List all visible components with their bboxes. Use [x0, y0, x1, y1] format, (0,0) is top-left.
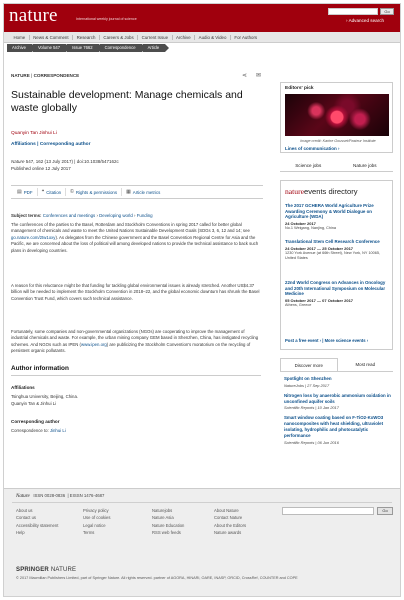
pdf-button[interactable] [13, 188, 38, 196]
advanced-search-label: Advanced search [348, 18, 385, 23]
metrics-icon: ▦ [126, 189, 131, 195]
event-title[interactable]: The 2017 GCHERA World Agriculture Prize Awarding Ceremony & World Dialogue on Agriculture (WDA) [285, 203, 374, 220]
email-icon[interactable]: ✉ [256, 73, 262, 79]
footer-column-1 [16, 507, 58, 536]
footer-divider [12, 502, 392, 503]
nav-archive[interactable]: Archive [173, 35, 196, 40]
list-item [284, 415, 392, 444]
events-logo-nature: nature [285, 187, 304, 196]
paragraph-link[interactable]: go.nature.com/2tw1oxy [11, 234, 56, 240]
footer-eissn-value: EISSN 1476-4687 [69, 493, 105, 498]
body-paragraph-3 [11, 329, 261, 355]
event-title[interactable]: Translational Stem Cell Research Conference [285, 239, 380, 244]
event-location: No.1 Weigang, Nanjing, China [285, 225, 337, 230]
rights-icon: © [70, 189, 74, 195]
main-nav [4, 32, 400, 43]
footer-issn: Nature ISSN 0028-0836 | EISSN 1476-4687 [16, 493, 105, 499]
editors-pick-link[interactable]: Lines of communication › [285, 146, 340, 151]
breadcrumb-article: Article [143, 44, 166, 52]
springer-logo-bold: SPRINGER [16, 567, 49, 573]
rights-button[interactable] [66, 188, 122, 196]
event-date: 24 October 2017 — 25 October 2017 [285, 245, 354, 251]
editors-pick [280, 82, 393, 153]
springer-nature-logo[interactable] [16, 567, 76, 573]
citation-details: 547, 162 (13 July 2017) | doi:10.1038/547162c [24, 159, 119, 164]
footer-link-contact-us[interactable]: Contact us [16, 515, 37, 521]
citation-line [11, 159, 119, 164]
list-item-meta: NatureJobs | 27 Sep 2017 [284, 382, 330, 388]
correspondence-label: Correspondence to: [11, 428, 50, 433]
events-directory-logo[interactable] [285, 187, 358, 196]
footer-link-accessibility[interactable]: Accessibility statement [16, 522, 59, 528]
list-item-meta: Scientific Reports | 06 Jun 2016 [284, 439, 339, 445]
article-toolbar [11, 185, 263, 199]
image-credit: Image credit: Karine Gousset/Pasteur Institute [300, 139, 376, 143]
footer-link-naturejobs[interactable]: Naturejobs [152, 508, 173, 513]
paragraph-text: ). As delegates from the Chinese government and the Basel Convention Regional Centre for Asia and the Pacific, we are concerned about the loss of political will among developed nations to provide the technical assistance to back such plans in developing countries. [11, 234, 259, 253]
footer-link-about-us[interactable]: About us [16, 508, 33, 513]
affiliations-link[interactable]: Affiliations [11, 142, 36, 147]
event-title[interactable]: 22nd World Congress on Advances in Oncology and 20th International Symposium on Molecular Medicine [285, 280, 386, 297]
corresponding-author-link[interactable]: Corresponding author [39, 142, 91, 147]
paragraph-text: ) are publicizing the Stockholm Convention's moratorium on the recycling of persistent organic pollutants. [11, 341, 251, 354]
event-item [285, 203, 390, 231]
pdf-label: PDF [23, 189, 33, 195]
tab-science-jobs[interactable]: Science jobs [295, 163, 322, 168]
event-location: 1230 York Avenue (at 66th Street), New York, NY 10065, United States [285, 250, 381, 260]
pdf-icon: ▤ [17, 189, 22, 195]
event-item [285, 239, 390, 261]
footer-link-nature-asia[interactable]: Nature Asia [152, 515, 174, 521]
event-date: 24 October 2017 [285, 220, 316, 226]
metrics-button[interactable] [122, 188, 164, 196]
article-title: Sustainable development: Manage chemicals and waste globally [11, 89, 243, 114]
nature-logo[interactable]: nature [9, 5, 58, 26]
subject-term[interactable]: Funding [136, 213, 153, 218]
list-item-title[interactable]: Nitrogen loss by anaerobic ammonium oxidation in unconfined aquifer soils [284, 392, 391, 404]
tab-discover-more[interactable]: Discover more [280, 358, 338, 371]
footer-search-input[interactable] [282, 507, 374, 515]
search-go-button[interactable]: Go [380, 8, 394, 15]
author-list[interactable]: Quanyin Tan Jinhui Li [11, 131, 57, 136]
page [3, 3, 401, 597]
nav-home[interactable]: Home [10, 35, 30, 40]
footer-link-about-nature[interactable]: About Nature [214, 508, 239, 513]
footer-search-go-button[interactable]: Go [377, 507, 393, 515]
citation-icon: ❝ [41, 189, 45, 195]
footer-link-help[interactable]: Help [16, 529, 25, 535]
corresponding-author-heading: Corresponding author [11, 419, 60, 424]
footer-column-3 [152, 507, 184, 536]
events-directory [280, 180, 393, 350]
nav-audio-video[interactable]: Audio & Video [195, 35, 231, 40]
footer-column-4 [214, 507, 246, 536]
footer-link-contact-nature[interactable]: Contact Nature [214, 515, 243, 521]
footer-journal: Nature [16, 494, 30, 499]
article-type-label[interactable]: CORRESPONDENCE [33, 73, 80, 78]
share-icon[interactable]: ⋖ [242, 73, 248, 79]
subject-term[interactable]: Developing world [99, 213, 133, 218]
breadcrumb-correspondence[interactable]: Correspondence [100, 44, 142, 52]
paragraph-text: Fortunately, some companies and non-governmental organizations (NGOs) are cooperating to improve the management of industrial chemicals and waste. For example, the urban mining company GEM based in Shenzhen, China, has instigated recycling schemes. And NGOs such as IPEN ( [11, 329, 259, 347]
events-footer-links[interactable]: Post a free event › | More science events › [285, 338, 369, 343]
list-item-title[interactable]: Spotlight on Shenzhen [284, 376, 332, 381]
footer-issn-value: ISSN 0028-0836 [33, 493, 66, 498]
affiliation-authors: Quanyin Tan & Jinhui Li [11, 401, 57, 406]
page-footer [4, 488, 400, 596]
event-item [285, 280, 390, 308]
footer-link-nature-awards[interactable]: Nature awards [214, 529, 242, 535]
editors-pick-title: Editors' pick [285, 86, 314, 91]
body-paragraph-2: A reason for this reluctance might be that funding for tackling global environmental issues is already stretched. Another US$4.37 billion will be needed to implement the Stockholm Convention in 2018–22, and the global economic downturn has shrunk the Basel Convention Trust Fund, which covers such technical assistance. [11, 283, 260, 301]
tab-most-read[interactable]: Most read [355, 362, 376, 367]
event-date: 05 October 2017 — 07 October 2017 [285, 297, 354, 303]
tab-nature-jobs[interactable]: Nature jobs [353, 163, 377, 168]
footer-link-about-editors[interactable]: About the Editors [214, 522, 247, 528]
footer-link-legal[interactable]: Legal notice [83, 522, 106, 528]
list-item-meta: Scientific Reports | 10 Jan 2017 [284, 405, 339, 411]
metrics-label: Article metrics [132, 189, 161, 195]
masthead [4, 4, 400, 32]
event-location: Athens, Greece [285, 302, 312, 307]
body-paragraph-1 [11, 222, 261, 254]
affiliations-heading: Affiliations [11, 385, 35, 390]
subject-terms: Subject terms: Conferences and meetings › Developing world › Funding [11, 213, 153, 218]
search-input[interactable] [328, 8, 378, 15]
author-information-heading: Author information [11, 365, 261, 376]
list-item [284, 393, 392, 411]
copyright-notice: © 2017 Macmillan Publishers Limited, part of Springer Nature. All rights reserved. partner of AGORA, HINARI, OARE, INASP, ORCID, CrossRef, COUNTER and COPE [16, 576, 298, 580]
springer-logo-light: NATURE [48, 567, 77, 573]
citation-label: Citation [46, 189, 62, 195]
nav-research[interactable]: Research [73, 35, 100, 40]
footer-link-nature-education[interactable]: Nature Education [152, 522, 185, 528]
nav-careers[interactable]: Careers & Jobs [100, 35, 138, 40]
affiliation-institution: Tsinghua University, Beijing, China. [11, 394, 79, 399]
rights-label: Rights & permissions [75, 189, 118, 195]
footer-link-terms[interactable]: Terms [83, 529, 95, 535]
footer-link-cookies[interactable]: Use of cookies [83, 515, 111, 521]
ipen-link[interactable]: www.ipen.org [80, 341, 107, 347]
editors-pick-image[interactable] [285, 94, 389, 136]
discover-list [284, 376, 392, 450]
discover-tabs [280, 358, 393, 372]
paragraph-text: The conferences of the parties to the Basel, Rotterdam and Stockholm Conventions in spring 2017 called for better global management of chemicals and waste to meet the United Nations Sustainable Development Goals (SDGs 3, 6, 12 and 14; see [11, 222, 250, 234]
events-logo-rest: events directory [303, 187, 358, 196]
jobs-tabs [280, 159, 393, 172]
breadcrumb-archive[interactable]: Archive [7, 44, 32, 52]
footer-column-2 [83, 507, 110, 536]
list-item-title[interactable]: Smart window coating based on F-TiO2-KxWO3 nanocomposites with heat shielding, ultraviolet isolating, hydrophilic and photocatalytic performance [284, 415, 384, 438]
citation-button[interactable] [38, 188, 67, 196]
published-date: Published online 12 July 2017 [11, 166, 71, 171]
subject-term[interactable]: Conferences and meetings [42, 213, 96, 218]
footer-link-privacy[interactable]: Privacy policy [83, 508, 109, 513]
breadcrumb-volume[interactable]: Volume 547 [33, 44, 66, 52]
nav-current-issue[interactable]: Current Issue [138, 35, 172, 40]
author-links: Affiliations | Corresponding author [11, 142, 91, 147]
article-type: NATURE | CORRESPONDENCE [11, 73, 80, 78]
correspondence-author-link[interactable]: Jinhui Li [49, 428, 66, 433]
advanced-search-link[interactable]: › Advanced search [346, 18, 385, 23]
subject-terms-label: Subject terms: [11, 213, 42, 218]
list-item [284, 376, 392, 388]
breadcrumb-issue[interactable]: Issue 7662 [67, 44, 99, 52]
share-tools [242, 72, 261, 79]
nav-for-authors[interactable]: For Authors [234, 34, 258, 40]
breadcrumb [4, 43, 400, 53]
citation-journal: Nature [11, 159, 25, 164]
footer-link-rss[interactable]: RSS web feeds [152, 529, 181, 535]
correspondence-line [11, 428, 66, 433]
article-journal[interactable]: NATURE [11, 73, 30, 78]
logo-tagline: International weekly journal of science [76, 17, 137, 21]
nav-news[interactable]: News & Comment [30, 35, 73, 40]
